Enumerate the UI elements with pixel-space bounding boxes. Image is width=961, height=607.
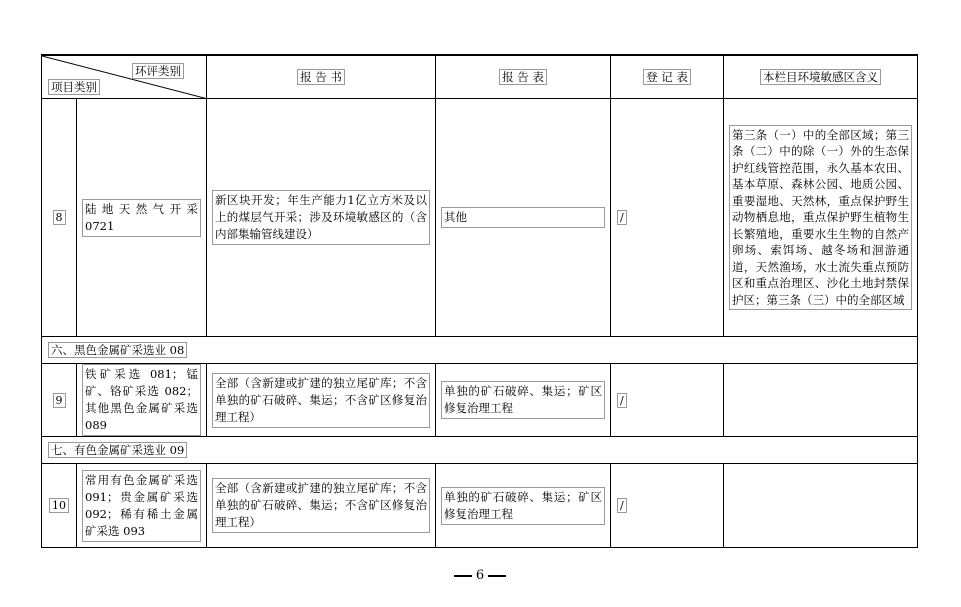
row-number: 8 — [42, 99, 77, 337]
header-project-category: 项目类别 — [48, 79, 100, 95]
project-category: 陆地天然气开采 0721 — [77, 99, 207, 337]
report-table-requirement: 单独的矿石破碎、集运；矿区修复治理工程 — [436, 464, 611, 548]
header-report-table: 报 告 表 — [436, 55, 611, 99]
sensitive-area-definition — [724, 464, 918, 548]
report-table-requirement: 单独的矿石破碎、集运；矿区修复治理工程 — [436, 364, 611, 437]
footer-dash-right — [488, 575, 506, 577]
registration-requirement: / — [611, 99, 724, 337]
page-number: 6 — [475, 568, 485, 583]
table-row — [42, 364, 918, 437]
page-footer — [447, 568, 513, 583]
sensitive-area-definition: 第三条（一）中的全部区域；第三条（二）中的除（一）外的生态保护红线管控范围，永久基本农田、基本草原、森林公园、地质公园、重要湿地、天然林，重点保护野生动物栖息地，重点保护野生植物生长繁殖地，重要水生生物的自然产卵场、索饵场、越冬场和洄游通道，天然渔场，水土流失重点预防区和重点治理区、沙化土地封禁保护区；第三条（三）中的全部区域 — [724, 99, 918, 337]
eia-category-table — [41, 54, 918, 548]
report-book-requirement: 全部（含新建或扩建的独立尾矿库；不含单独的矿石破碎、集运；不含矿区修复治理工程） — [207, 364, 436, 437]
project-category: 铁矿采选 081；锰矿、铬矿采选 082；其他黑色金属矿采选 089 — [77, 364, 207, 437]
section-title: 六、黑色金属矿采选业 08 — [48, 342, 187, 358]
section-row — [42, 437, 918, 464]
table-header-row — [42, 55, 918, 99]
project-category: 常用有色金属矿采选 091；贵金属矿采选 092；稀有稀土金属矿采选 093 — [77, 464, 207, 548]
header-registration: 登 记 表 — [611, 55, 724, 99]
registration-requirement: / — [611, 464, 724, 548]
header-eia-category: 环评类别 — [132, 63, 184, 79]
header-report-book: 报 告 书 — [207, 55, 436, 99]
report-book-requirement: 全部（含新建或扩建的独立尾矿库；不含单独的矿石破碎、集运；不含矿区修复治理工程） — [207, 464, 436, 548]
sensitive-area-definition — [724, 364, 918, 437]
row-number: 10 — [42, 464, 77, 548]
header-sensitive-area: 本栏目环境敏感区含义 — [724, 55, 918, 99]
table-row — [42, 99, 918, 337]
row-number: 9 — [42, 364, 77, 437]
footer-dash-left — [454, 575, 472, 577]
report-table-requirement: 其他 — [436, 99, 611, 337]
table-row — [42, 464, 918, 548]
diagonal-header-cell — [42, 55, 207, 99]
section-row — [42, 337, 918, 364]
report-book-requirement: 新区块开发；年生产能力1亿立方米及以上的煤层气开采；涉及环境敏感区的（含内部集输管线建设） — [207, 99, 436, 337]
registration-requirement: / — [611, 364, 724, 437]
section-title: 七、有色金属矿采选业 09 — [48, 442, 187, 458]
